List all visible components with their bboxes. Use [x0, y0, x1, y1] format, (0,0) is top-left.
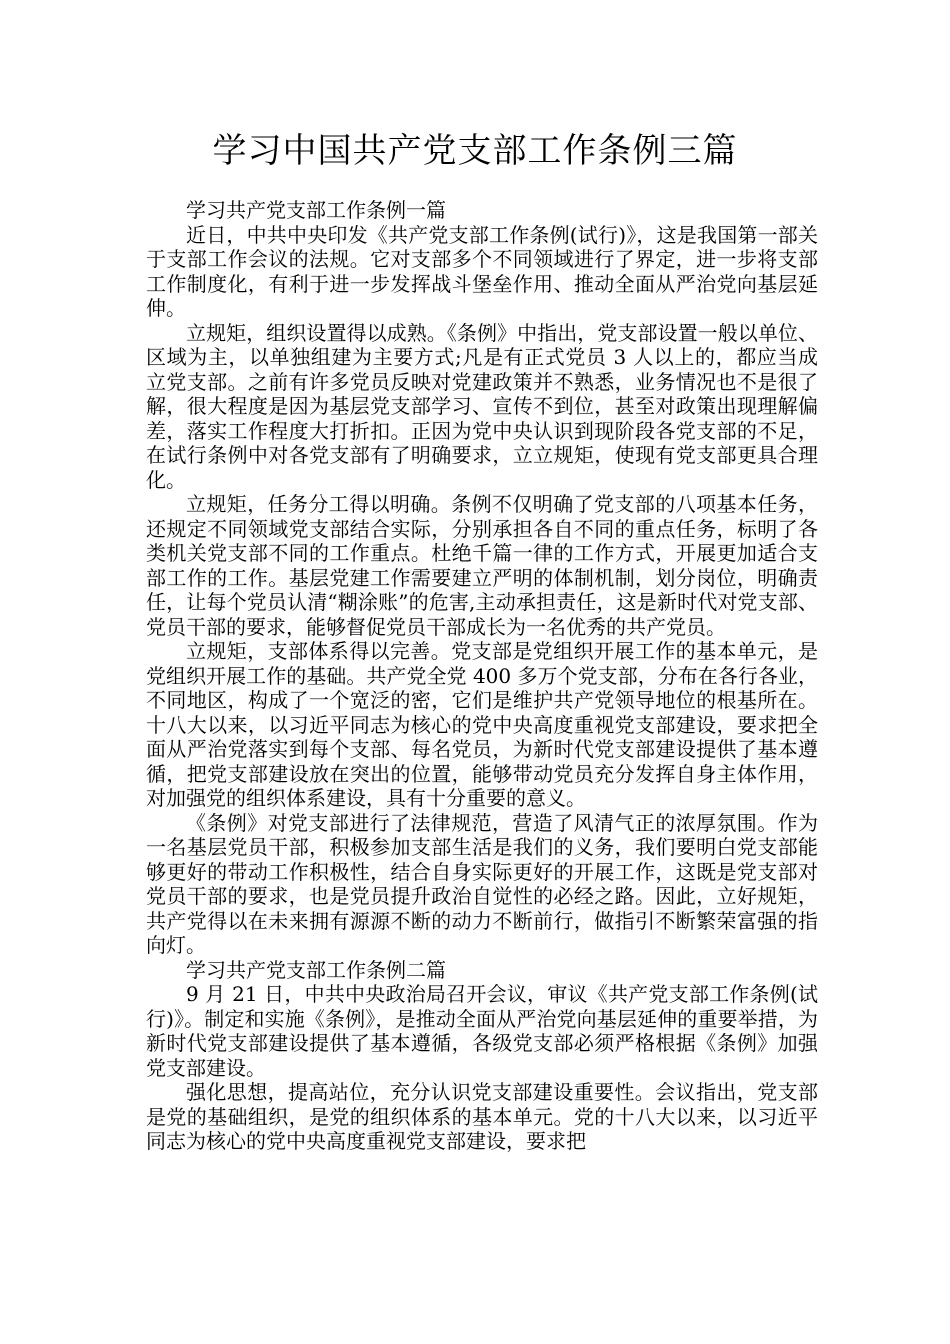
- document-body: [146, 198, 818, 1154]
- paragraph: 《条例》对党支部进行了法律规范，营造了风清气正的浓厚氛围。作为一名基层党员干部，积极参加支部生活是我们的义务，我们要明白党支部能够更好的带动工作积极性，结合自身实际更好的开展工作，这既是党支部对党员干部的要求，也是党员提升政治自觉性的必经之路。因此，立好规矩，共产党得以在未来拥有源源不断的动力不断前行，做指引不断繁荣富强的指向灯。: [146, 810, 818, 957]
- paragraph: 立规矩，任务分工得以明确。条例不仅明确了党支部的八项基本任务，还规定不同领域党支部结合实际，分别承担各自不同的重点任务，标明了各类机关党支部不同的工作重点。杜绝千篇一律的工作方式，开展更加适合支部工作的工作。基层党建工作需要建立严明的体制机制，划分岗位，明确责任，让每个党员认清“糊涂账”的危害,主动承担责任，这是新时代对党支部、党员干部的要求，能够督促党员干部成长为一名优秀的共产党员。: [146, 492, 818, 639]
- section-heading: 学习共产党支部工作条例二篇: [186, 957, 446, 982]
- paragraph: 近日，中共中央印发《共产党支部工作条例(试行)》，这是我国第一部关于支部工作会议的法规。它对支部多个不同领域进行了界定，进一步将支部工作制度化，有利于进一步发挥战斗堡垒作用、推动全面从严治党向基层延伸。: [146, 222, 818, 320]
- paragraph: 立规矩，支部体系得以完善。党支部是党组织开展工作的基本单元，是党组织开展工作的基础。共产党全党 400 多万个党支部，分布在各行各业，不同地区，构成了一个宽泛的密，它们是维护共产党领导地位的根基所在。十八大以来，以习近平同志为核心的党中央高度重视党支部建设，要求把全面从严治党落实到每个支部、每名党员，为新时代党支部建设提供了基本遵循，把党支部建设放在突出的位置，能够带动党员充分发挥自身主体作用，对加强党的组织体系建设，具有十分重要的意义。: [146, 639, 818, 810]
- paragraph: 强化思想，提高站位，充分认识党支部建设重要性。会议指出，党支部是党的基础组织，是党的组织体系的基本单元。党的十八大以来，以习近平同志为核心的党中央高度重视党支部建设，要求把: [146, 1080, 818, 1153]
- paragraph: 立规矩，组织设置得以成熟。《条例》中指出，党支部设置一般以单位、区域为主，以单独组建为主要方式;凡是有正式党员 3 人以上的，都应当成立党支部。之前有许多党员反映对党建政策并不熟悉，业务情况也不是很了解，很大程度是因为基层党支部学习、宣传不到位，甚至对政策出现理解偏差，落实工作程度大打折扣。正因为党中央认识到现阶段各党支部的不足，在试行条例中对各党支部有了明确要求，立立规矩，使现有党支部更具合理化。: [146, 320, 818, 492]
- document-title: 学习中国共产党支部工作条例三篇: [212, 131, 738, 171]
- paragraph: 9 月 21 日，中共中央政治局召开会议，审议《共产党支部工作条例(试行)》。制定和实施《条例》，是推动全面从严治党向基层延伸的重要举措，为新时代党支部建设提供了基本遵循，各级党支部必须严格根据《条例》加强党支部建设。: [146, 982, 818, 1080]
- section-heading: 学习共产党支部工作条例一篇: [186, 198, 446, 222]
